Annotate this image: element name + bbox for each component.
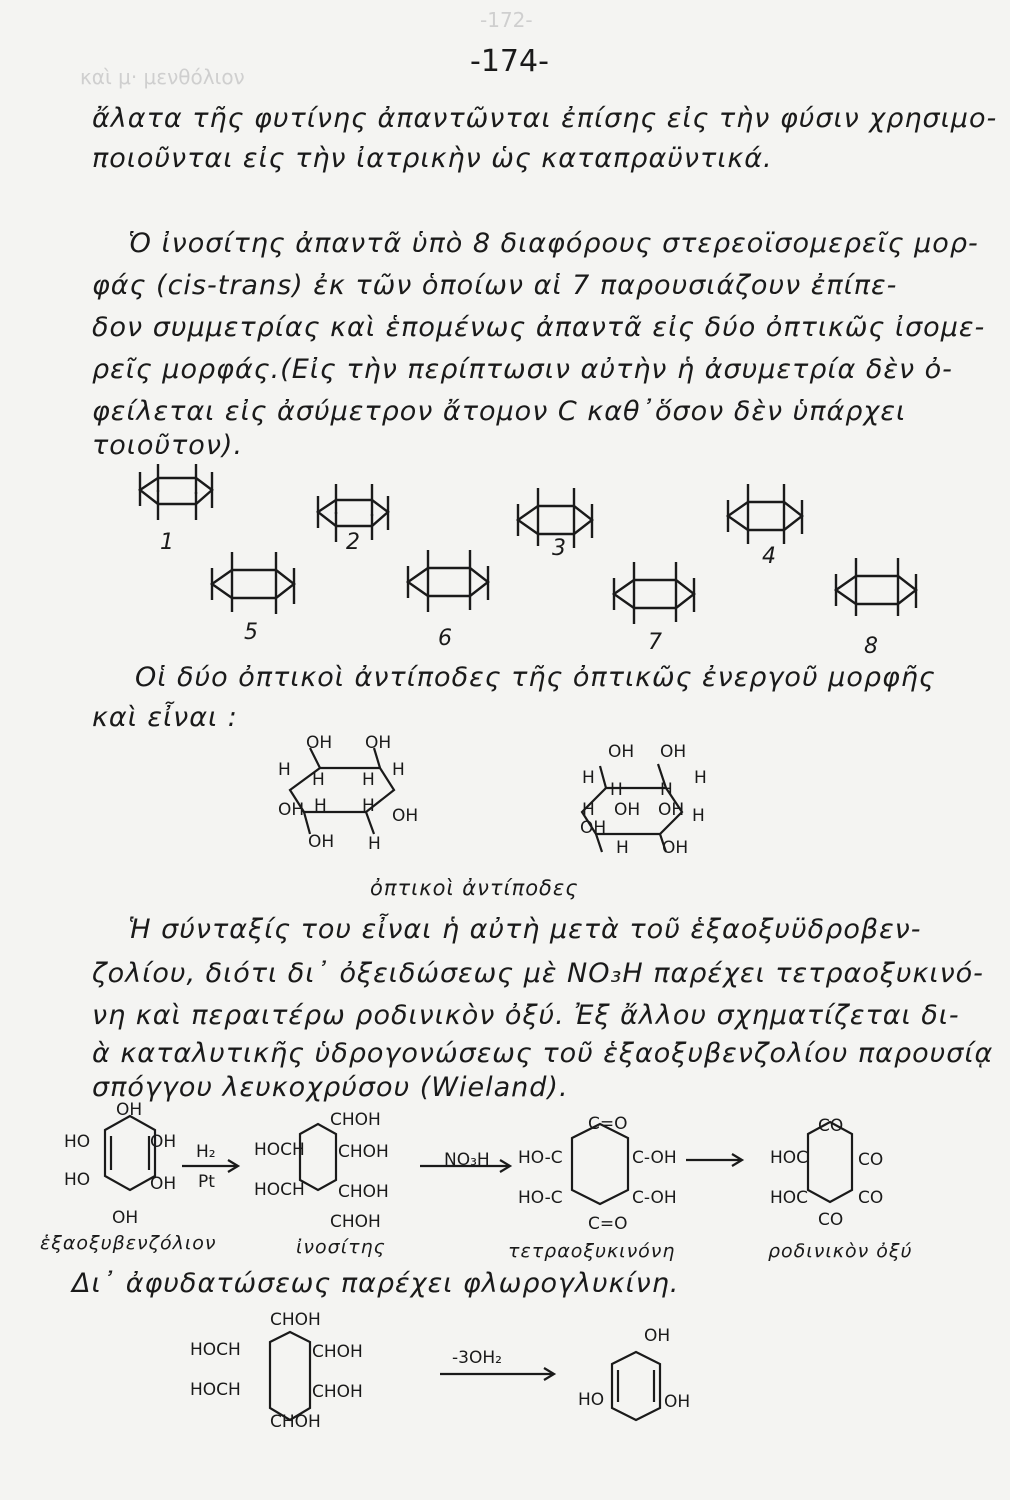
- chem-label: OH: [306, 733, 333, 753]
- chem-label: CO: [818, 1116, 844, 1136]
- text-line: ὰ καταλυτικῆς ὑδρογονώσεως τοῦ ἑξαοξυβενζολίου παρουσίᾳ: [92, 1038, 994, 1069]
- compound-name: ροδινικὸν ὀξύ: [768, 1240, 913, 1262]
- chem-label: H: [616, 838, 629, 858]
- chem-label: H: [362, 770, 375, 790]
- text-line: σπόγγου λευκοχρύσου (Wieland).: [92, 1072, 569, 1103]
- chem-label: CHOH: [312, 1382, 363, 1402]
- chem-label: H: [582, 800, 595, 820]
- chem-label: H: [582, 768, 595, 788]
- chem-label: C=O: [588, 1214, 628, 1234]
- isomer-label: 6: [438, 626, 452, 651]
- chem-label: CHOH: [330, 1110, 381, 1130]
- text-line: ρεῖς μορφάς.(Εἰς τὴν περίπτωσιν αὐτὴν ἡ ἀσυμετρία δὲν ὀ-: [92, 354, 953, 385]
- chem-label: CHOH: [312, 1342, 363, 1362]
- text-line: φείλεται εἰς ἀσύμετρον ἄτομον C καθ᾽ὅσον δὲν ὑπάρχει: [92, 396, 907, 427]
- isomer-label: 7: [648, 630, 662, 655]
- text-line: Ἡ σύνταξίς του εἶναι ἡ αὐτὴ μετὰ τοῦ ἑξαοξυϋδροβεν-: [128, 914, 922, 945]
- chem-label: H: [694, 768, 707, 788]
- reagent-label: NO₃H: [444, 1150, 490, 1170]
- chem-label: HO-C: [518, 1188, 563, 1208]
- isomer-1: [140, 464, 212, 520]
- text-line: ἄλατα τῆς φυτίνης ἀπαντῶνται ἐπίσης εἰς τὴν φύσιν χρησιμο-: [92, 103, 998, 134]
- isomer-8: [836, 558, 916, 616]
- chem-label: OH: [660, 742, 687, 762]
- reaction-scheme-1: [0, 1100, 1010, 1240]
- compound-name: ἰνοσίτης: [296, 1236, 386, 1258]
- text-line: φάς (cis-trans) ἐκ τῶν ὁποίων αἱ 7 παρουσιάζουν ἐπίπε-: [92, 270, 898, 301]
- chem-label: OH: [658, 800, 685, 820]
- chem-label: CHOH: [338, 1142, 389, 1162]
- reagent-label: -3OH₂: [452, 1348, 502, 1368]
- chem-label: HO-C: [518, 1148, 563, 1168]
- isomer-7: [614, 562, 694, 624]
- isomer-label: 5: [244, 620, 258, 645]
- chem-label: OH: [644, 1326, 671, 1346]
- chem-label: CO: [858, 1150, 884, 1170]
- antipodes-diagram: [270, 730, 710, 860]
- chem-label: H: [392, 760, 405, 780]
- reagent-label: Pt: [198, 1172, 215, 1192]
- isomer-label: 4: [762, 544, 776, 569]
- chem-label: CO: [858, 1188, 884, 1208]
- chem-label: OH: [116, 1100, 143, 1120]
- chem-label: HOCH: [254, 1180, 305, 1200]
- chem-label: HO: [64, 1132, 91, 1152]
- chem-label: OH: [662, 838, 689, 858]
- text-line: ζολίου, διότι δι᾽ ὀξειδώσεως μὲ NO₃H παρέχει τετραοξυκινό-: [92, 958, 984, 989]
- chem-label: OH: [608, 742, 635, 762]
- chem-label: CHOH: [270, 1310, 321, 1330]
- isomer-4: [728, 484, 802, 544]
- chem-label: H: [660, 780, 673, 800]
- chem-label: OH: [308, 832, 335, 852]
- chem-label: OH: [664, 1392, 691, 1412]
- chem-label: CO: [818, 1210, 844, 1230]
- chem-label: H: [278, 760, 291, 780]
- text-line: νη καὶ περαιτέρω ροδινικὸν ὀξύ. Ἐξ ἄλλου σχηματίζεται δι-: [92, 1000, 960, 1031]
- reaction-scheme-2: [0, 1320, 1010, 1480]
- page-number: -174-: [470, 44, 549, 79]
- compound-name: ἑξαοξυβενζόλιον: [40, 1232, 217, 1254]
- antipodes-caption: ὀπτικοὶ ἀντίποδες: [370, 876, 579, 900]
- text-line: ποιοῦνται εἰς τὴν ἰατρικὴν ὡς καταπραϋντικά.: [92, 143, 773, 174]
- chem-label: HO: [64, 1170, 91, 1190]
- isomer-label: 8: [864, 634, 878, 659]
- compound-name: τετραοξυκινόνη: [508, 1240, 676, 1262]
- chem-label: CHOH: [270, 1412, 321, 1432]
- chem-label: HOCH: [254, 1140, 305, 1160]
- bleed-through: -172-: [480, 8, 533, 32]
- chem-label: C=O: [588, 1114, 628, 1134]
- chem-label: HOC: [770, 1148, 809, 1168]
- isomer-label: 3: [552, 536, 566, 561]
- chem-label: C-OH: [632, 1188, 677, 1208]
- chem-label: OH: [392, 806, 419, 826]
- chem-label: H: [312, 770, 325, 790]
- chem-label: H: [692, 806, 705, 826]
- chem-label: OH: [580, 818, 607, 838]
- chem-label: HOCH: [190, 1380, 241, 1400]
- chem-label: HOCH: [190, 1340, 241, 1360]
- isomer-5: [212, 552, 294, 614]
- chem-label: C-OH: [632, 1148, 677, 1168]
- reagent-label: H₂: [196, 1142, 216, 1162]
- chem-label: OH: [112, 1208, 139, 1228]
- chem-label: H: [362, 796, 375, 816]
- text-line: Δι᾽ ἀφυδατώσεως παρέχει φλωρογλυκίνη.: [72, 1268, 680, 1299]
- chem-label: OH: [150, 1132, 177, 1152]
- isomer-diagrams: [0, 460, 1010, 640]
- chem-label: OH: [365, 733, 392, 753]
- isomer-6: [408, 550, 488, 612]
- bleed-through: καὶ μ· μενθόλιον: [80, 65, 245, 89]
- chem-label: H: [314, 796, 327, 816]
- text-line: Ὁ ἰνοσίτης ἀπαντᾶ ὑπὸ 8 διαφόρους στερεοϊσομερεῖς μορ-: [128, 228, 979, 259]
- chem-label: CHOH: [338, 1182, 389, 1202]
- chem-label: OH: [150, 1174, 177, 1194]
- chem-label: OH: [278, 800, 305, 820]
- chem-label: HO: [578, 1390, 605, 1410]
- isomer-label: 1: [160, 530, 174, 555]
- text-line: Οἱ δύο ὀπτικοὶ ἀντίποδες τῆς ὀπτικῶς ἐνεργοῦ μορφῆς: [135, 662, 936, 693]
- text-line: καὶ εἶναι :: [92, 702, 238, 733]
- chem-label: CHOH: [330, 1212, 381, 1232]
- isomer-label: 2: [346, 530, 360, 555]
- text-line: τοιοῦτον).: [92, 430, 244, 461]
- text-line: δον συμμετρίας καὶ ἑπομένως ἀπαντᾶ εἰς δύο ὀπτικῶς ἰσομε-: [92, 312, 986, 343]
- chem-label: OH: [614, 800, 641, 820]
- chem-label: H: [610, 780, 623, 800]
- chem-label: H: [368, 834, 381, 854]
- chem-label: HOC: [770, 1188, 809, 1208]
